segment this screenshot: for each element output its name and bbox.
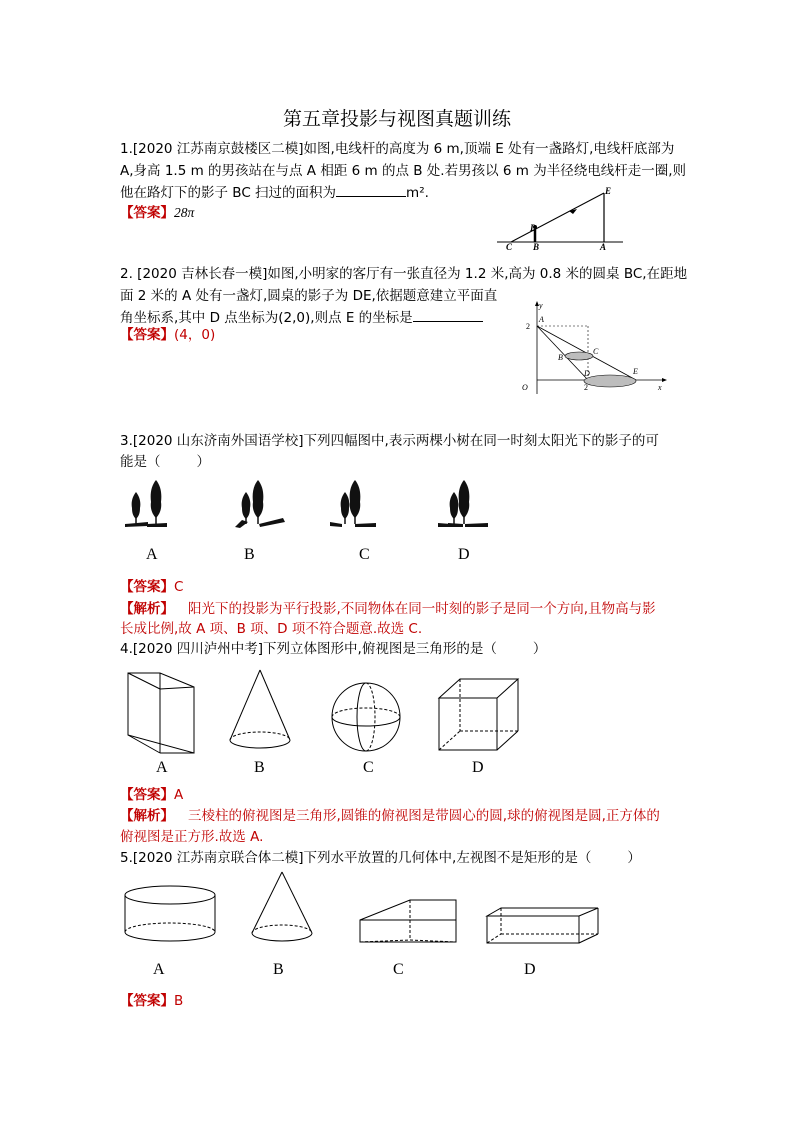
q4-option-d: D — [472, 759, 484, 776]
q5-option-c: C — [393, 961, 404, 978]
q3-analysis-text: 阳光下的投影为平行投影,不同物体在同一时刻的影子是同一个方向,且物高与影 — [188, 601, 656, 617]
q2-line2: 面 2 米的 A 处有一盏灯,圆桌的影子为 DE,依据题意建立平面直 — [120, 288, 498, 304]
q1-unit: m². — [406, 185, 429, 201]
q1-answer-value: 28π — [174, 205, 195, 220]
q4-solids-figure — [120, 665, 520, 760]
q3-analysis-label: 【解析】 — [120, 601, 174, 617]
q5-triangular-prism — [360, 900, 456, 942]
q5-paren-close: ） — [627, 850, 641, 866]
q5-line1 — [120, 847, 641, 869]
q3-line1: 3.[2020 山东济南外国语学校]下列四幅图中,表示两棵小树在同一时刻太阳光下的影子的可 — [120, 433, 659, 449]
q4-analysis-line2: 俯视图是正方形.故选 A. — [120, 829, 264, 845]
q1-answer-blank — [336, 182, 406, 197]
q1-label-b: B — [533, 242, 540, 252]
q3-analysis-line2: 长成比例,故 A 项、B 项、D 项不符合题意.故选 C. — [120, 621, 423, 637]
q5-option-a: A — [153, 961, 165, 978]
q3-option-a-trees — [125, 480, 167, 527]
q4-answer — [120, 784, 183, 806]
page-title: 第五章投影与视图真题训练 — [282, 108, 511, 130]
q1-label-d: D — [530, 223, 537, 233]
q5-cone — [252, 872, 312, 941]
q5-stem: 5.[2020 江苏南京联合体二模]下列水平放置的几何体中,左视图不是矩形的是（ — [120, 850, 592, 866]
q3-answer-label: 【答案】 — [120, 579, 174, 595]
q2-label-o: O — [522, 383, 528, 392]
q4-line1 — [120, 638, 546, 660]
q1-answer — [120, 202, 194, 224]
q3-option-c-trees — [330, 480, 376, 527]
q5-answer-value: B — [174, 993, 184, 1009]
q2-label-b: B — [558, 353, 563, 362]
q2-label-x: x — [658, 383, 662, 392]
q4-cube — [439, 679, 518, 750]
q2-label-c: C — [593, 347, 599, 356]
q2-answer-label: 【答案】 — [120, 327, 174, 343]
q2-table-ellipse — [565, 352, 593, 360]
q3-option-d: D — [458, 546, 470, 563]
q1-label-c: C — [506, 242, 513, 252]
q4-option-b: B — [254, 759, 265, 776]
q3-trees-figure — [118, 478, 498, 538]
q3-option-d-trees — [438, 480, 488, 527]
q1-light-ray — [511, 193, 604, 242]
q2-line1: 2. [2020 吉林长春一模]如图,小明家的客厅有一张直径为 1.2 米,高为 0.8 米的圆桌 BC,在距地 — [120, 266, 688, 282]
q3-line2 — [120, 451, 210, 473]
q2-answer-blank — [413, 307, 483, 322]
q1-answer-label: 【答案】 — [120, 205, 174, 221]
q3-option-c: C — [359, 546, 370, 563]
q3-answer — [120, 576, 183, 598]
q1-line1: 1.[2020 江苏南京鼓楼区二模]如图,电线杆的高度为 6 m,顶端 E 处有一盏路灯,电线杆底部为 — [120, 141, 675, 157]
q4-cone — [230, 670, 290, 748]
q4-option-c: C — [363, 759, 374, 776]
q5-option-b: B — [273, 961, 284, 978]
q4-prism — [128, 673, 194, 753]
q2-answer-value: (4，0) — [174, 327, 216, 343]
q5-cylinder — [125, 886, 215, 941]
q2-label-2y: 2 — [526, 322, 530, 331]
q3-paren-close: ） — [196, 454, 210, 470]
q4-analysis-text: 三棱柱的俯视图是三角形,圆锥的俯视图是带圆心的圆,球的俯视图是圆,正方体的 — [188, 808, 660, 824]
q1-label-a: A — [600, 242, 607, 252]
q2-line3-text: 角坐标系,其中 D 点坐标为(2,0),则点 E 的坐标是 — [120, 310, 413, 326]
q4-option-a: A — [156, 759, 168, 776]
q4-answer-label: 【答案】 — [120, 787, 174, 803]
q2-shadow-ellipse — [584, 375, 636, 387]
q3-analysis-line1 — [120, 598, 656, 620]
q2-label-d: D — [584, 369, 590, 378]
q1-line3-text: 他在路灯下的影子 BC 扫过的面积为 — [120, 185, 337, 201]
q4-analysis-line1 — [120, 805, 660, 827]
q2-label-y: y — [539, 301, 543, 310]
q2-answer — [120, 324, 215, 346]
q5-solids-figure — [120, 870, 610, 950]
q4-answer-value: A — [174, 787, 184, 803]
q4-analysis-label: 【解析】 — [120, 808, 174, 824]
q3-option-b: B — [244, 546, 255, 563]
q3-paren-open: 能是（ — [120, 454, 161, 470]
q2-label-2x: 2 — [584, 383, 588, 392]
q1-label-e: E — [605, 186, 612, 196]
q3-option-b-trees — [235, 480, 285, 528]
q5-cuboid — [487, 908, 598, 943]
q2-label-e: E — [633, 367, 638, 376]
q2-label-a: A — [539, 315, 544, 324]
q4-sphere — [332, 683, 400, 751]
q1-line3 — [120, 182, 429, 204]
q1-lamp-figure — [495, 185, 625, 251]
q4-paren-close: ） — [532, 641, 547, 657]
q4-stem: 4.[2020 四川泸州中考]下列立体图形中,俯视图是三角形的是（ — [120, 641, 497, 657]
q5-answer — [120, 990, 183, 1012]
q2-x-arrow-icon — [662, 378, 667, 382]
q5-option-d: D — [524, 961, 536, 978]
q1-line2: A,身高 1.5 m 的男孩站在与点 A 相距 6 m 的点 B 处.若男孩以 6 m 为半径绕电线杆走一圈,则 — [120, 163, 686, 179]
q3-option-a: A — [146, 546, 158, 563]
q5-answer-label: 【答案】 — [120, 993, 174, 1009]
q2-coordinate-figure — [512, 298, 670, 398]
q3-answer-value: C — [174, 579, 184, 595]
